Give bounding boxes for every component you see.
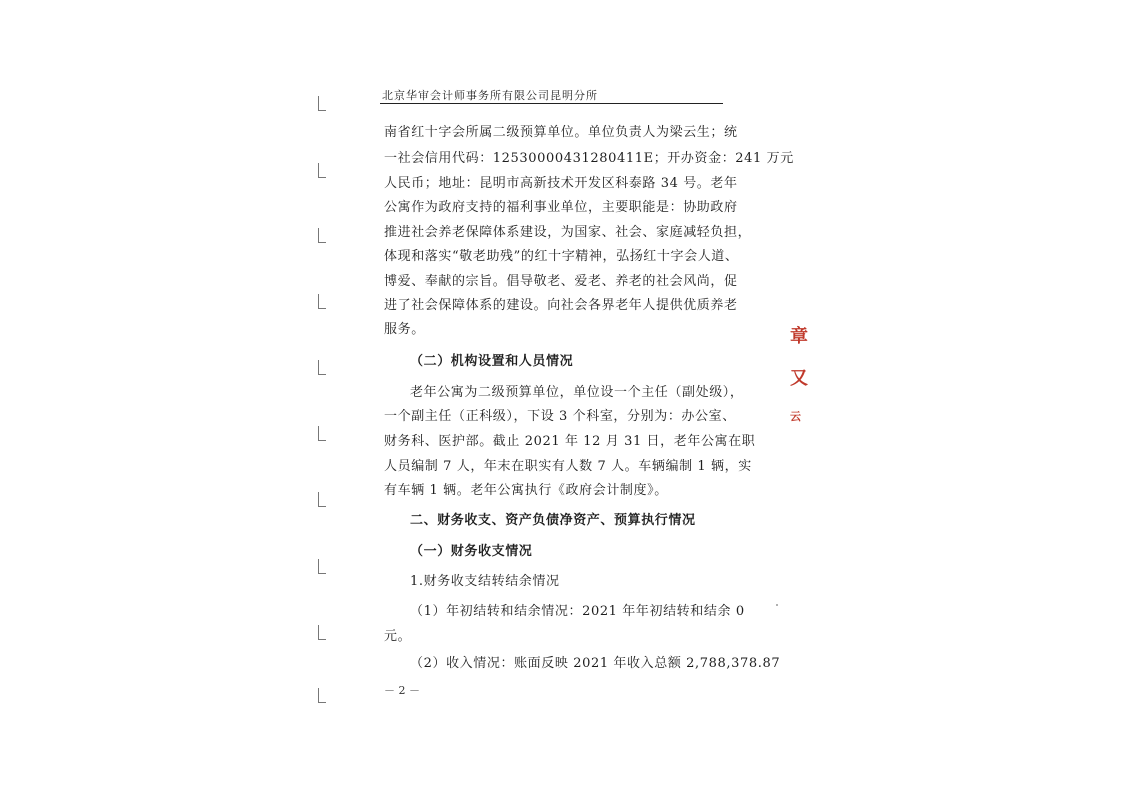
para1-line-3: 人民币；地址：昆明市高新技术开发区科泰路 34 号。老年 xyxy=(384,176,738,191)
para1-line-5: 推进社会养老保障体系建设，为国家、社会、家庭减轻负担， xyxy=(384,225,752,240)
binding-mark xyxy=(318,559,326,574)
section2-heading: 二、财务收支、资产负债净资产、预算执行情况 xyxy=(410,513,696,528)
item1a-line-2: 元。 xyxy=(384,629,412,644)
para1-line-1: 南省红十字会所属二级预算单位。单位负责人为梁云生；统 xyxy=(384,125,738,140)
para1-line-9: 服务。 xyxy=(384,322,425,337)
section-org-heading: （二）机构设置和人员情况 xyxy=(410,354,574,369)
para2-line-4: 人员编制 7 人，年末在职实有人数 7 人。车辆编制 1 辆，实 xyxy=(384,459,752,474)
para2-line-3: 财务科、医护部。截止 2021 年 12 月 31 日，老年公寓在职 xyxy=(384,434,756,449)
page-header: 北京华审会计师事务所有限公司昆明分所 xyxy=(382,89,598,102)
binding-mark xyxy=(318,294,326,309)
binding-mark xyxy=(318,625,326,640)
binding-mark xyxy=(318,96,326,111)
scan-speck xyxy=(776,604,778,606)
seal-fragment-2: 又 xyxy=(790,368,808,389)
para1-line-4: 公寓作为政府支持的福利事业单位，主要职能是：协助政府 xyxy=(384,200,738,215)
binding-mark xyxy=(318,163,326,178)
binding-mark xyxy=(318,360,326,375)
para2-line-5: 有车辆 1 辆。老年公寓执行《政府会计制度》。 xyxy=(384,483,668,498)
seal-fragment-3: 云 xyxy=(790,410,801,423)
para2-line-1: 老年公寓为二级预算单位，单位设一个主任（副处级）， xyxy=(410,385,744,400)
binding-mark xyxy=(318,492,326,507)
para1-line-2: 一社会信用代码：12530000431280411E；开办资金：241 万元 xyxy=(384,151,794,166)
item1b: （2）收入情况：账面反映 2021 年收入总额 2,788,378.87 xyxy=(410,656,781,671)
item1a-line-1: （1）年初结转和结余情况：2021 年年初结转和结余 0 xyxy=(410,604,745,619)
para2-line-2: 一个副主任（正科级），下设 3 个科室，分别为：办公室、 xyxy=(384,409,736,424)
binding-mark xyxy=(318,688,326,703)
para1-line-8: 进了社会保障体系的建设。向社会各界老年人提供优质养老 xyxy=(384,298,738,313)
page-number: － 2 － xyxy=(384,684,420,697)
seal-fragment-1: 章 xyxy=(790,326,808,347)
sub1-heading: （一）财务收支情况 xyxy=(410,544,533,559)
item1: 1.财务收支结转结余情况 xyxy=(410,574,560,589)
binding-mark xyxy=(318,426,326,441)
header-rule xyxy=(380,103,723,104)
binding-mark xyxy=(318,228,326,243)
para1-line-6: 体现和落实“敬老助残”的红十字精神，弘扬红十字会人道、 xyxy=(384,249,739,264)
para1-line-7: 博爱、奉献的宗旨。倡导敬老、爱老、养老的社会风尚，促 xyxy=(384,274,738,289)
